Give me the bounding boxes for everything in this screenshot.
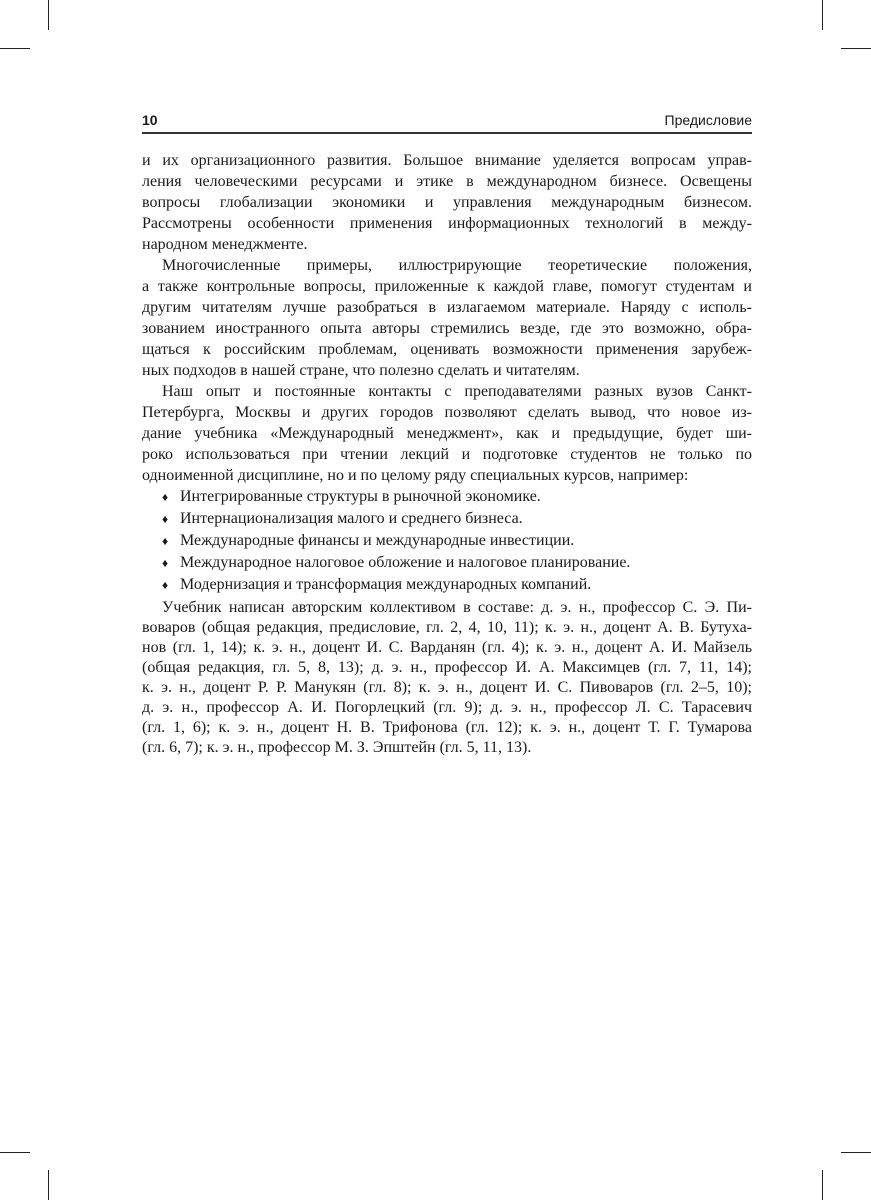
text-line: (общая редакция, гл. 5, 8, 13); д. э. н., профессор И. А. Максимцев (гл. 7, 11, 14); [142,659,752,676]
diamond-bullet-icon: ♦ [162,512,169,526]
crop-mark [841,1152,871,1153]
list-item [142,508,752,530]
text-line: нов (гл. 1, 14); к. э. н., доцент И. С. Варданян (гл. 4); к. э. н., доцент А. И. Майзель [142,639,752,656]
text-line: народном менеджменте. [142,236,308,253]
bullet-list [142,486,752,596]
page-number: 10 [142,112,158,128]
text-line: воваров (общая редакция, предисловие, гл. 2, 4, 10, 11); к. э. н., доцент А. В. Бутуха- [142,619,752,636]
running-title: Предисловие [664,112,752,128]
text-line: Наш опыт и постоянные контакты с преподавателями разных вузов Санкт- [162,383,752,400]
list-item [142,530,752,552]
text-line: и их организационного развития. Большое внимание уделяется вопросам управ- [142,152,752,169]
list-item [142,486,752,508]
text-line: зованием иностранного опыта авторы стремились везде, где это возможно, обра- [142,320,752,337]
crop-mark [0,1152,30,1153]
text-line: роко использоваться при чтении лекций и подготовке студентов не только по [142,446,752,463]
text-line: д. э. н., профессор А. И. Погорлецкий (гл. 9); д. э. н., профессор Л. С. Тарасевич [142,699,752,716]
text-line: ления человеческими ресурсами и этике в международном бизнесе. Освещены [142,173,752,190]
crop-mark [822,1170,823,1200]
list-item-text: Международные финансы и международные инвестиции. [180,532,575,549]
crop-mark [48,0,49,30]
text-line: другим читателям лучше разобраться в излагаемом материале. Наряду с исполь- [142,299,752,316]
paragraph [142,381,752,486]
crop-mark [822,0,823,30]
text-line: Петербурга, Москвы и других городов позволяют сделать вывод, что новое из- [142,404,752,421]
page-header [142,110,752,134]
text-line: вопросы глобализации экономики и управления международным бизнесом. [142,194,752,211]
crop-mark [0,48,30,49]
text-line: дание учебника «Международный менеджмент», как и предыдущие, будет ши- [142,425,752,442]
text-line: Многочисленные примеры, иллюстрирующие теоретические положения, [162,257,752,274]
paragraph [142,150,752,255]
list-item [142,552,752,574]
text-line: ных подходов в нашей стране, что полезно сделать и читателям. [142,362,580,379]
list-item-text: Интернационализация малого и среднего бизнеса. [180,510,523,527]
diamond-bullet-icon: ♦ [162,534,169,548]
text-line: (гл. 1, 6); к. э. н., доцент Н. В. Трифонова (гл. 12); к. э. н., доцент Т. Г. Тумарова [142,719,752,736]
list-item [142,574,752,596]
paragraph [142,255,752,381]
authors-paragraph [142,598,752,758]
diamond-bullet-icon: ♦ [162,556,169,570]
text-line: одноименной дисциплине, но и по целому ряду специальных курсов, например: [142,467,689,484]
text-line: Учебник написан авторским коллективом в составе: д. э. н., профессор С. Э. Пи- [162,599,752,616]
list-item-text: Модернизация и трансформация международных компаний. [180,576,592,593]
text-line: а также контрольные вопросы, приложенные к каждой главе, помогут студентам и [142,278,752,295]
text-line: к. э. н., доцент Р. Р. Манукян (гл. 8); к. э. н., доцент И. С. Пивоваров (гл. 2–5, 10); [142,679,752,696]
diamond-bullet-icon: ♦ [162,490,169,504]
crop-mark [841,48,871,49]
diamond-bullet-icon: ♦ [162,578,169,592]
list-item-text: Международное налоговое обложение и налоговое планирование. [180,554,631,571]
text-line: (гл. 6, 7); к. э. н., профессор М. З. Эпштейн (гл. 5, 11, 13). [142,739,532,756]
list-item-text: Интегрированные структуры в рыночной экономике. [180,488,541,505]
crop-mark [48,1170,49,1200]
text-line: Рассмотрены особенности применения информационных технологий в между- [142,215,752,232]
body-text [142,150,752,758]
text-line: щаться к российским проблемам, оценивать возможности применения зарубеж- [142,341,752,358]
